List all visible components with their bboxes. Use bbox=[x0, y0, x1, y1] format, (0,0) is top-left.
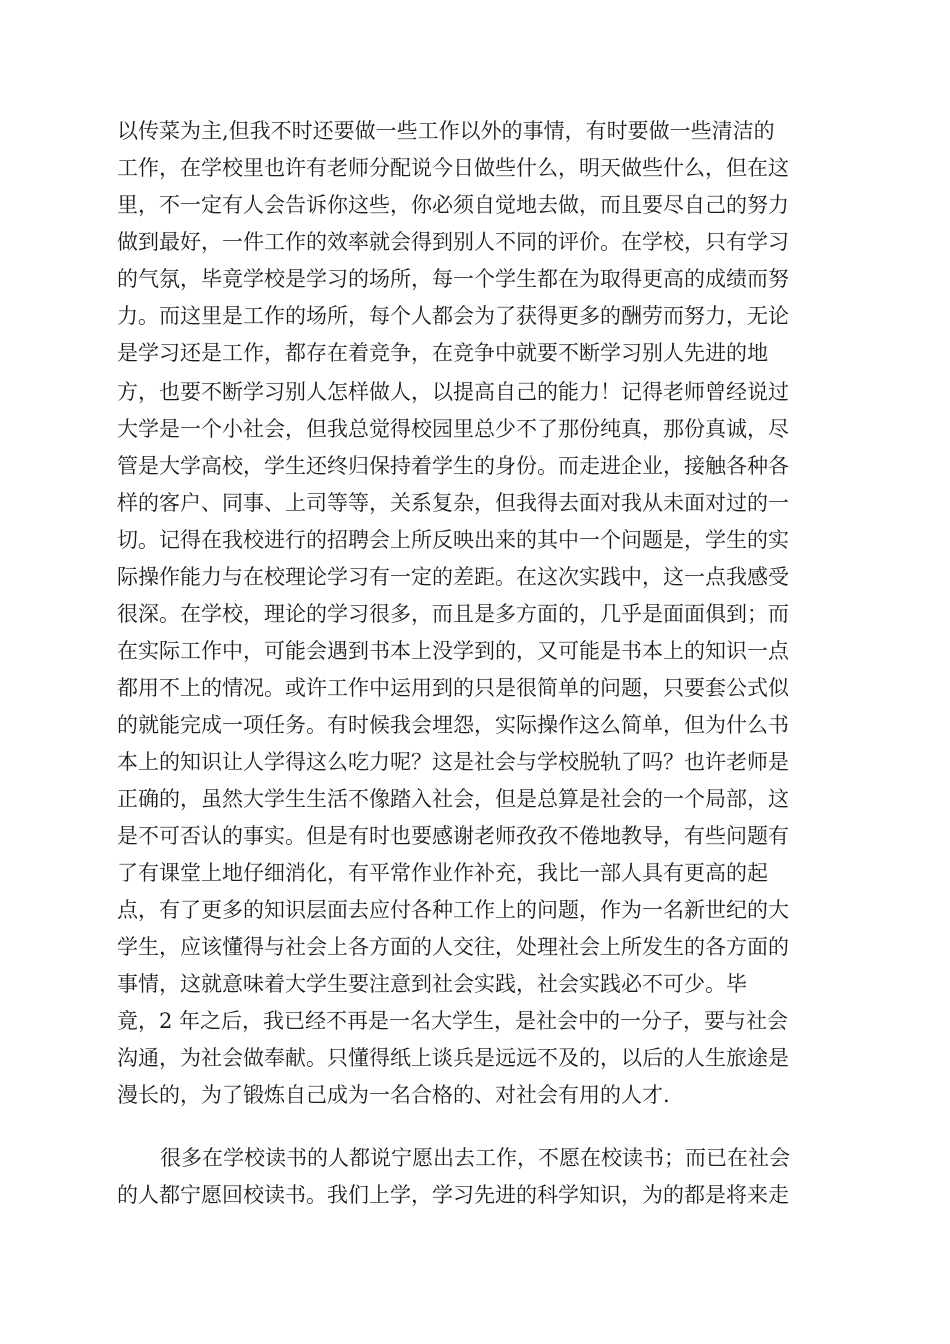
paragraph-line: 本上的知识让人学得这么吃力呢？这是社会与学校脱轨了吗？也许老师是 bbox=[117, 750, 789, 774]
paragraph-line: 以传菜为主,但我不时还要做一些工作以外的事情，有时要做一些清洁的 bbox=[117, 119, 775, 143]
paragraph-line: 切。记得在我校进行的招聘会上所反映出来的其中一个问题是，学生的实 bbox=[117, 528, 789, 552]
paragraph-line: 沟通，为社会做奉献。只懂得纸上谈兵是远远不及的，以后的人生旅途是 bbox=[117, 1046, 789, 1070]
paragraph-line: 是不可否认的事实。但是有时也要感谢老师孜孜不倦地教导，有些问题有 bbox=[117, 824, 789, 848]
paragraph-line: 里，不一定有人会告诉你这些，你必须自觉地去做，而且要尽自己的努力 bbox=[117, 193, 789, 217]
paragraph-line: 点，有了更多的知识层面去应付各种工作上的问题，作为一名新世纪的大 bbox=[117, 898, 789, 922]
paragraph-line: 事情，这就意味着大学生要注意到社会实践，社会实践必不可少。毕 bbox=[117, 972, 747, 996]
paragraph-line: 很深。在学校，理论的学习很多，而且是多方面的，几乎是面面俱到；而 bbox=[117, 602, 789, 626]
paragraph-line: 的就能完成一项任务。有时候我会埋怨，实际操作这么简单，但为什么书 bbox=[117, 713, 789, 737]
paragraph-line: 大学是一个小社会，但我总觉得校园里总少不了那份纯真，那份真诚，尽 bbox=[117, 417, 789, 441]
paragraph-line: 在实际工作中，可能会遇到书本上没学到的，又可能是书本上的知识一点 bbox=[117, 639, 789, 663]
paragraph-line: 学生，应该懂得与社会上各方面的人交往，处理社会上所发生的各方面的 bbox=[117, 935, 789, 959]
paragraph-line: 做到最好，一件工作的效率就会得到别人不同的评价。在学校，只有学习 bbox=[117, 230, 789, 254]
paragraph-line: 漫长的，为了锻炼自己成为一名合格的、对社会有用的人才. bbox=[117, 1083, 670, 1107]
paragraph-line: 的人都宁愿回校读书。我们上学，学习先进的科学知识，为的都是将来走 bbox=[117, 1183, 789, 1207]
paragraph-line: 的气氛，毕竟学校是学习的场所，每一个学生都在为取得更高的成绩而努 bbox=[117, 267, 789, 291]
paragraph-line: 际操作能力与在校理论学习有一定的差距。在这次实践中，这一点我感受 bbox=[117, 565, 789, 589]
paragraph-line: 方，也要不断学习别人怎样做人，以提高自己的能力！记得老师曾经说过 bbox=[117, 380, 789, 404]
paragraph-line: 工作，在学校里也许有老师分配说今日做些什么，明天做些什么，但在这 bbox=[117, 156, 789, 180]
paragraph-line: 样的客户、同事、上司等等，关系复杂，但我得去面对我从未面对过的一 bbox=[117, 491, 789, 515]
paragraph-line: 管是大学高校，学生还终归保持着学生的身份。而走进企业，接触各种各 bbox=[117, 454, 789, 478]
paragraph-line: 正确的，虽然大学生生活不像踏入社会，但是总算是社会的一个局部，这 bbox=[117, 787, 789, 811]
paragraph-line: 竟，2 年之后，我已经不再是一名大学生，是社会中的一分子，要与社会 bbox=[117, 1009, 789, 1033]
paragraph-line: 很多在学校读书的人都说宁愿出去工作，不愿在校读书；而已在社会 bbox=[160, 1146, 790, 1170]
paragraph-line: 力。而这里是工作的场所，每个人都会为了获得更多的酬劳而努力，无论 bbox=[117, 304, 789, 328]
paragraph-line: 都用不上的情况。或许工作中运用到的只是很简单的问题，只要套公式似 bbox=[117, 676, 789, 700]
paragraph-line: 了有课堂上地仔细消化，有平常作业作补充，我比一部人具有更高的起 bbox=[117, 861, 768, 885]
paragraph-line: 是学习还是工作，都存在着竞争，在竞争中就要不断学习别人先进的地 bbox=[117, 341, 768, 365]
